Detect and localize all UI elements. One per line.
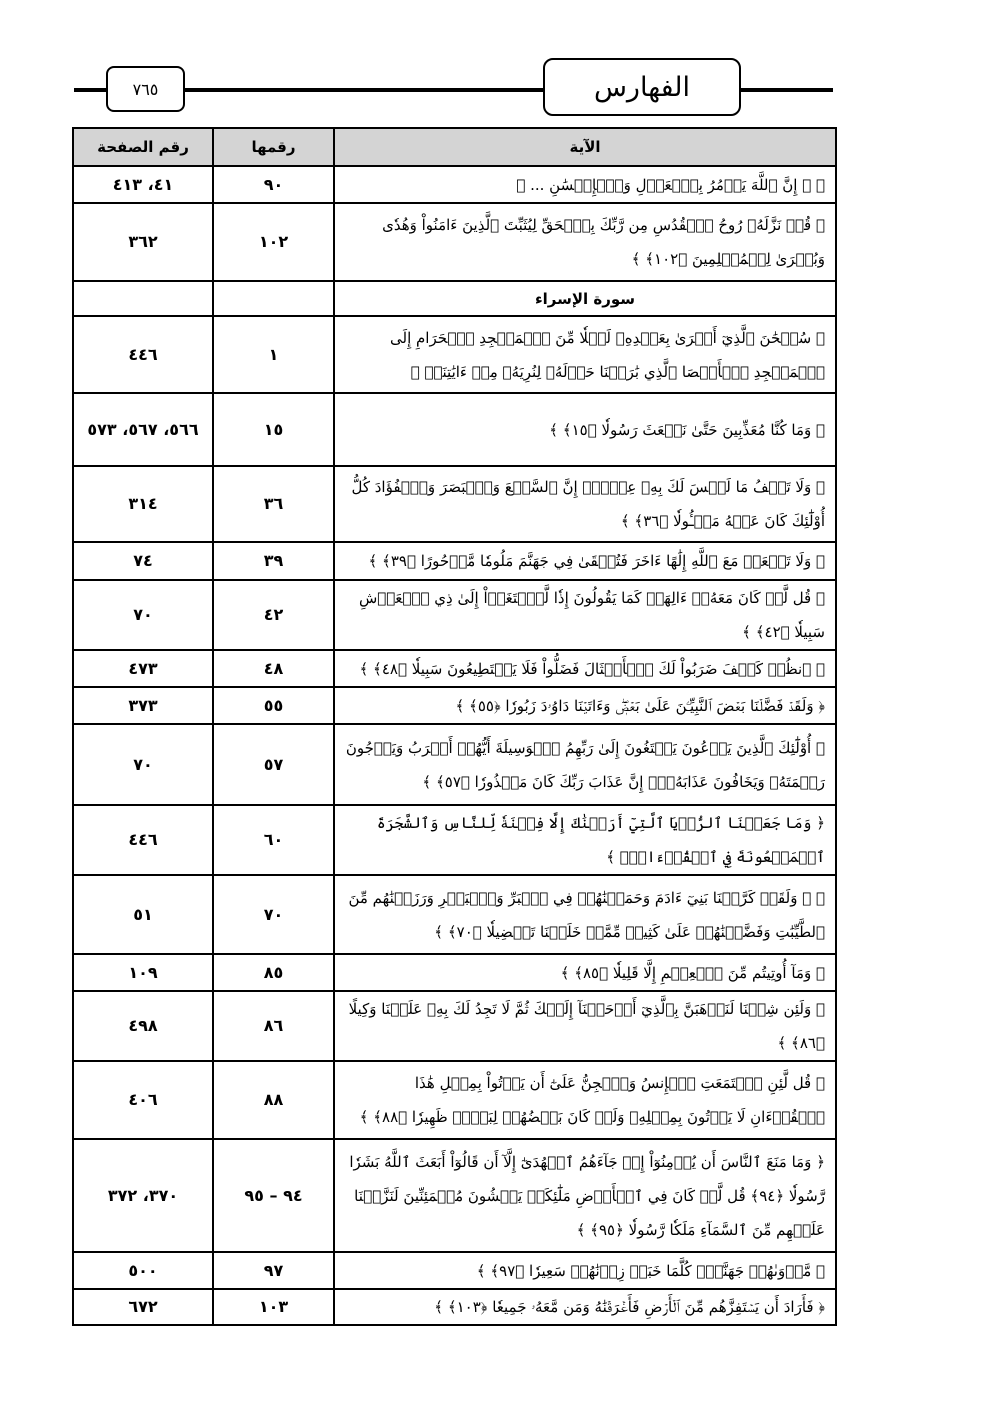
table-row bbox=[73, 203, 836, 281]
page-reference: ٧٠ bbox=[73, 724, 213, 805]
ayah-text: ﴿ قُل لَّئِنِ ٱجۡتَمَعَتِ ٱلۡإِنسُ وَٱلۡجِنُّ عَلَىٰٓ أَن يَأۡتُواْ بِمِثۡلِ هَٰذَا ٱلۡقُرۡءَانِ لَا يَأۡتُونَ بِمِثۡلِهِۦ وَلَوۡ كَانَ بَعۡضُهُمۡ لِبَعۡضٖ ظَهِيرٗا ﴿٨٨﴾ ﴾ bbox=[334, 1061, 836, 1139]
ayah-number: ٩٧ bbox=[213, 1252, 334, 1289]
table-row bbox=[73, 466, 836, 542]
ayah-number: ٤٢ bbox=[213, 580, 334, 650]
table-row bbox=[73, 1289, 836, 1325]
table-row bbox=[73, 580, 836, 650]
ayah-number: ١٥ bbox=[213, 393, 334, 466]
page-reference: ٧٠ bbox=[73, 580, 213, 650]
ayah-text: ﴿ ۞ وَلَقَدۡ كَرَّمۡنَا بَنِيٓ ءَادَمَ وَحَمَلۡنَٰهُمۡ فِي ٱلۡبَرِّ وَٱلۡبَحۡرِ وَرَزَقۡنَٰهُم مِّنَ ٱلطَّيِّبَٰتِ وَفَضَّلۡنَٰهُمۡ عَلَىٰ كَثِيرٖ مِّمَّنۡ خَلَقۡنَا تَفۡضِيلٗا ﴿٧٠﴾ ﴾ bbox=[334, 875, 836, 954]
header-rule-right bbox=[737, 88, 833, 92]
index-table bbox=[72, 127, 837, 1326]
ayah-number: ١ bbox=[213, 316, 334, 393]
empty-cell bbox=[73, 281, 213, 316]
page-reference: ٦٧٢ bbox=[73, 1289, 213, 1325]
table-row bbox=[73, 805, 836, 875]
page-reference: ٤٠٦ bbox=[73, 1061, 213, 1139]
table-row bbox=[73, 166, 836, 203]
page-reference: ٤٤٦ bbox=[73, 805, 213, 875]
surah-heading-row bbox=[73, 281, 836, 316]
page-reference: ٧٤ bbox=[73, 542, 213, 580]
surah-title: سورة الإسراء bbox=[334, 281, 836, 316]
page-reference: ٥١ bbox=[73, 875, 213, 954]
page-reference: ٣٦٢ bbox=[73, 203, 213, 281]
ayah-text: ﴿ قُل لَّوۡ كَانَ مَعَهُۥٓ ءَالِهَةٞ كَمَا يَقُولُونَ إِذٗا لَّٱبۡتَغَوۡاْ إِلَىٰ ذِي ٱلۡعَرۡشِ سَبِيلٗا ﴿٤٢﴾ ﴾ bbox=[334, 580, 836, 650]
page-reference: ٤٧٣ bbox=[73, 650, 213, 687]
ayah-number: ١٠٢ bbox=[213, 203, 334, 281]
ayah-text: ﴿ قُلۡ نَزَّلَهُۥ رُوحُ ٱلۡقُدُسِ مِن رَّبِّكَ بِٱلۡحَقِّ لِيُثَبِّتَ ٱلَّذِينَ ءَامَنُواْ وَهُدٗى وَبُشۡرَىٰ لِلۡمُسۡلِمِينَ ﴿١٠٢﴾ ﴾ bbox=[334, 203, 836, 281]
ayah-text: ﴿ وَلَا تَقۡفُ مَا لَيۡسَ لَكَ بِهِۦ عِلۡمٌۚ إِنَّ ٱلسَّمۡعَ وَٱلۡبَصَرَ وَٱلۡفُؤَادَ كُلُّ أُوْلَٰٓئِكَ كَانَ عَنۡهُ مَسۡـُٔولٗا ﴿٣٦﴾ ﴾ bbox=[334, 466, 836, 542]
page-title: الفهارس bbox=[543, 58, 741, 116]
table-row bbox=[73, 875, 836, 954]
table-row bbox=[73, 542, 836, 580]
table-row bbox=[73, 724, 836, 805]
ayah-text: ﴿ وَلَا تَجۡعَلۡ مَعَ ٱللَّهِ إِلَٰهًا ءَاخَرَ فَتُلۡقَىٰ فِي جَهَنَّمَ مَلُومٗا مَّدۡحُورًا ﴿٣٩﴾ ﴾ bbox=[334, 542, 836, 580]
empty-cell bbox=[213, 281, 334, 316]
page-reference: ٣٧٣ bbox=[73, 687, 213, 724]
ayah-text: ﴿ فَأَرَادَ أَن يَسۡتَفِزَّهُم مِّنَ ٱلۡأَرۡضِ فَأَغۡرَقۡنَٰهُ وَمَن مَّعَهُۥ جَمِيعٗا ﴿١٠٣﴾ ﴾ bbox=[334, 1289, 836, 1325]
ayah-number: ٤٨ bbox=[213, 650, 334, 687]
table-row bbox=[73, 954, 836, 991]
table-row bbox=[73, 991, 836, 1061]
page-reference: ٣١٤ bbox=[73, 466, 213, 542]
page-reference: ٤٩٨ bbox=[73, 991, 213, 1061]
ayah-text: ﴿ مَّأۡوَىٰهُمۡ جَهَنَّمُۖ كُلَّمَا خَبَتۡ زِدۡنَٰهُمۡ سَعِيرٗا ﴿٩٧﴾ ﴾ bbox=[334, 1252, 836, 1289]
ayah-text: ﴿ وَمَا مَنَعَ ٱلنَّاسَ أَن يُؤۡمِنُوٓاْ إِذۡ جَآءَهُمُ ٱلۡهُدَىٰٓ إِلَّآ أَن قَالُوٓاْ أَبَعَثَ ٱللَّهُ بَشَرٗا رَّسُولٗا ﴿٩٤﴾ قُل لَّوۡ كَانَ فِي ٱلۡأَرۡضِ مَلَٰٓئِكَةٞ يَمۡشُونَ مُطۡمَئِنِّينَ لَنَزَّلۡنَا عَلَيۡهِم مِّنَ ٱلسَّمَآءِ مَلَكٗا رَّسُولٗا ﴿٩٥﴾ ﴾ bbox=[334, 1139, 836, 1252]
ayah-number: ٨٥ bbox=[213, 954, 334, 991]
table-row bbox=[73, 1252, 836, 1289]
ayah-number: ٨٦ bbox=[213, 991, 334, 1061]
table-row bbox=[73, 650, 836, 687]
ayah-number: ٧٠ bbox=[213, 875, 334, 954]
ayah-text: ﴿ وَمَا جَعَلۡنَا ٱلرُّءۡيَا ٱلَّتِيٓ أَرَيۡنَٰكَ إِلَّا فِتۡنَةٗ لِّلنَّاسِ وَٱلشَّجَرَةَ ٱلۡمَلۡعُونَةَ فِي ٱلۡقُرۡءَانِۚ ﴾ bbox=[334, 805, 836, 875]
page-reference: ١٠٩ bbox=[73, 954, 213, 991]
ayah-text: ﴿ أُوْلَٰٓئِكَ ٱلَّذِينَ يَدۡعُونَ يَبۡتَغُونَ إِلَىٰ رَبِّهِمُ ٱلۡوَسِيلَةَ أَيُّهُمۡ أَقۡرَبُ وَيَرۡجُونَ رَحۡمَتَهُۥ وَيَخَافُونَ عَذَابَهُۥٓۚ إِنَّ عَذَابَ رَبِّكَ كَانَ مَحۡذُورٗا ﴿٥٧﴾ ﴾ bbox=[334, 724, 836, 805]
ayah-text: ﴿ وَمَآ أُوتِيتُم مِّنَ ٱلۡعِلۡمِ إِلَّا قَلِيلٗا ﴿٨٥﴾ ﴾ bbox=[334, 954, 836, 991]
table-row bbox=[73, 687, 836, 724]
page-reference: ٣٧٠، ٣٧٢ bbox=[73, 1139, 213, 1252]
ayah-number: ١٠٣ bbox=[213, 1289, 334, 1325]
table-header-row bbox=[73, 128, 836, 166]
page-reference: ٥٦٦، ٥٦٧، ٥٧٣ bbox=[73, 393, 213, 466]
ayah-number: ٦٠ bbox=[213, 805, 334, 875]
page-reference: ٤١، ٤١٣ bbox=[73, 166, 213, 203]
col-header-page: رقم الصفحة bbox=[73, 128, 213, 166]
page-reference: ٥٠٠ bbox=[73, 1252, 213, 1289]
ayah-number: ٣٦ bbox=[213, 466, 334, 542]
ayah-number: ٣٩ bbox=[213, 542, 334, 580]
ayah-text: ﴿ سُبۡحَٰنَ ٱلَّذِيٓ أَسۡرَىٰ بِعَبۡدِهِۦ لَيۡلٗا مِّنَ ٱلۡمَسۡجِدِ ٱلۡحَرَامِ إِلَى ٱلۡمَسۡجِدِ ٱلۡأَقۡصَا ٱلَّذِي بَٰرَكۡنَا حَوۡلَهُۥ لِنُرِيَهُۥ مِنۡ ءَايَٰتِنَآۚ ﴾ bbox=[334, 316, 836, 393]
ayah-text: ﴿ ۞ إِنَّ ٱللَّهَ يَأۡمُرُ بِٱلۡعَدۡلِ وَٱلۡإِحۡسَٰنِ ... ﴾ bbox=[334, 166, 836, 203]
ayah-number: ٨٨ bbox=[213, 1061, 334, 1139]
table-row bbox=[73, 393, 836, 466]
ayah-number: ٩٤ – ٩٥ bbox=[213, 1139, 334, 1252]
ayah-text: ﴿ وَلَقَدۡ فَضَّلۡنَا بَعۡضَ ٱلنَّبِيِّـۧنَ عَلَىٰ بَعۡضٖۖ وَءَاتَيۡنَا دَاوُۥدَ زَبُورٗا ﴿٥٥﴾ ﴾ bbox=[334, 687, 836, 724]
page-number: ٧٦٥ bbox=[106, 66, 185, 112]
page-reference: ٤٤٦ bbox=[73, 316, 213, 393]
ayah-text: ﴿ وَلَئِن شِئۡنَا لَنَذۡهَبَنَّ بِٱلَّذِيٓ أَوۡحَيۡنَآ إِلَيۡكَ ثُمَّ لَا تَجِدُ لَكَ بِهِۦ عَلَيۡنَا وَكِيلًا ﴿٨٦﴾ ﴾ bbox=[334, 991, 836, 1061]
table-row bbox=[73, 316, 836, 393]
table-row bbox=[73, 1139, 836, 1252]
table-row bbox=[73, 1061, 836, 1139]
col-header-ayah: الآية bbox=[334, 128, 836, 166]
ayah-number: ٥٥ bbox=[213, 687, 334, 724]
col-header-number: رقمها bbox=[213, 128, 334, 166]
ayah-text: ﴿ ٱنظُرۡ كَيۡفَ ضَرَبُواْ لَكَ ٱلۡأَمۡثَالَ فَضَلُّواْ فَلَا يَسۡتَطِيعُونَ سَبِيلٗا ﴿٤٨﴾ ﴾ bbox=[334, 650, 836, 687]
ayah-number: ٥٧ bbox=[213, 724, 334, 805]
ayah-number: ٩٠ bbox=[213, 166, 334, 203]
ayah-text: ﴿ وَمَا كُنَّا مُعَذِّبِينَ حَتَّىٰ نَبۡعَثَ رَسُولٗا ﴿١٥﴾ ﴾ bbox=[334, 393, 836, 466]
